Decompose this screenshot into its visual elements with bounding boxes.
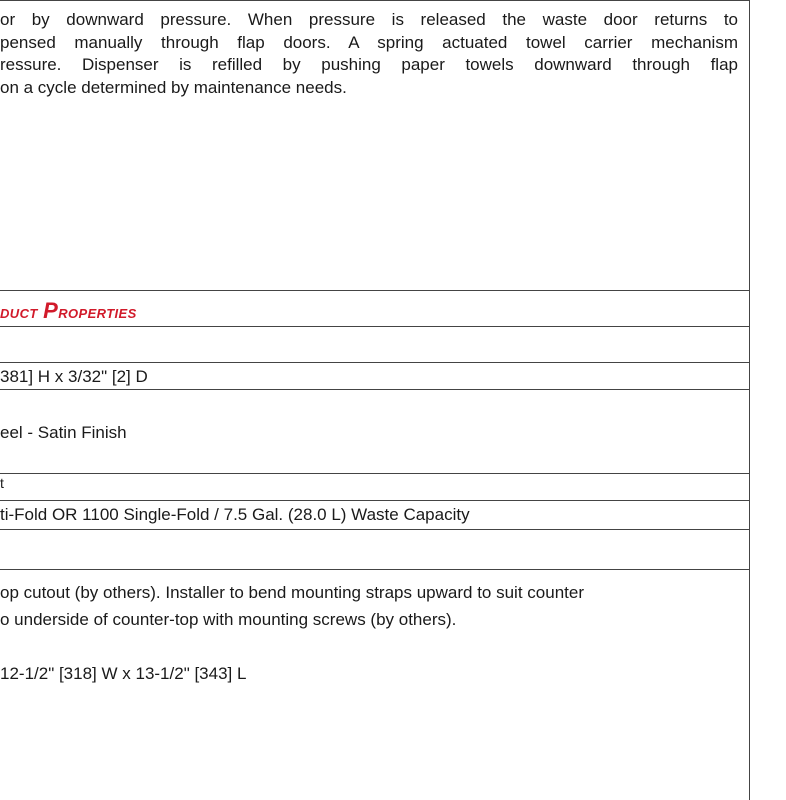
- description-paragraph: [0, 9, 738, 99]
- row-divider: [0, 500, 749, 501]
- section-divider: [0, 290, 749, 291]
- row-divider: [0, 529, 749, 530]
- description-line: pensed manually through flap doors. A spring actuated towel carrier mechanism: [0, 32, 738, 52]
- description-line: or by downward pressure. When pressure is released the waste door returns to: [0, 10, 738, 29]
- cutout-value: 12-1/2" [318] W x 13-1/2" [343] L: [0, 664, 247, 683]
- row-divider: [0, 569, 749, 570]
- heading-part1: duct: [0, 302, 38, 322]
- product-properties-heading: [0, 298, 137, 324]
- row-divider: [0, 362, 749, 363]
- finish-extra-value: t: [0, 475, 4, 491]
- top-divider: [0, 0, 749, 1]
- heading-part2: roperties: [58, 302, 137, 322]
- finish-value: eel - Satin Finish: [0, 423, 127, 442]
- description-line: on a cycle determined by maintenance needs.: [0, 77, 347, 97]
- capacity-value: ti-Fold OR 1100 Single-Fold / 7.5 Gal. (28.0 L) Waste Capacity: [0, 505, 470, 524]
- installation-line: op cutout (by others). Installer to bend mounting straps upward to suit counter: [0, 583, 584, 602]
- heading-initial: P: [43, 298, 59, 323]
- installation-line: o underside of counter-top with mounting screws (by others).: [0, 610, 457, 629]
- row-divider: [0, 326, 749, 327]
- row-divider: [0, 473, 749, 474]
- row-divider: [0, 389, 749, 390]
- description-line: ressure. Dispenser is refilled by pushing paper towels downward through flap: [0, 55, 738, 74]
- dimensions-value: 381] H x 3/32" [2] D: [0, 367, 148, 386]
- right-border: [749, 0, 750, 800]
